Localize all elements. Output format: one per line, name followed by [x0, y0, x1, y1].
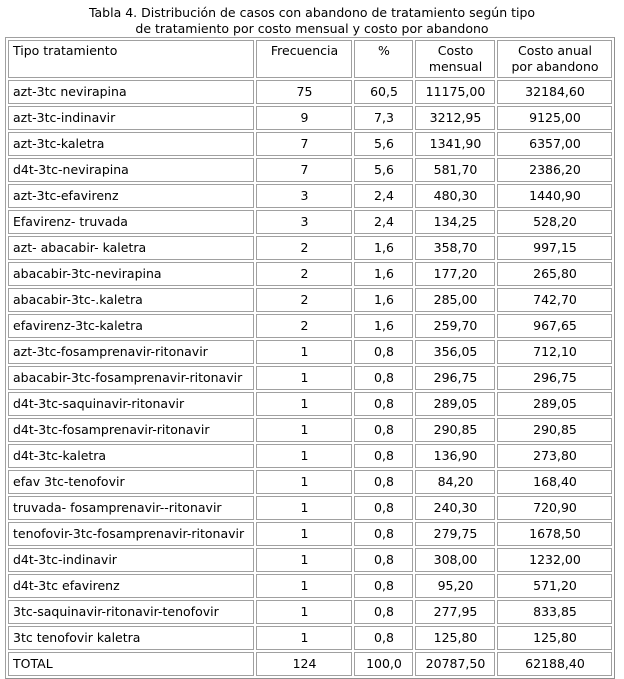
cell-tipo: d4t-3tc-indinavir	[8, 548, 254, 572]
cell-frecuencia: 1	[256, 340, 352, 364]
table-row	[8, 314, 612, 338]
table-row	[8, 366, 612, 390]
cell-costo-mensual: 290,85	[415, 418, 495, 442]
cell-pct: 5,6	[354, 132, 413, 156]
table-row	[8, 158, 612, 182]
cell-costo-mensual: 136,90	[415, 444, 495, 468]
table-caption	[0, 5, 624, 37]
cell-frecuencia: 1	[256, 522, 352, 546]
cell-pct: 0,8	[354, 522, 413, 546]
cell-costo-anual: 32184,60	[497, 80, 612, 104]
total-costo-anual: 62188,40	[497, 652, 612, 676]
cell-pct: 5,6	[354, 158, 413, 182]
abandonment-table	[5, 37, 615, 679]
cell-costo-mensual: 356,05	[415, 340, 495, 364]
cell-costo-mensual: 277,95	[415, 600, 495, 624]
cell-frecuencia: 1	[256, 418, 352, 442]
cell-pct: 0,8	[354, 574, 413, 598]
cell-tipo: d4t-3tc-kaletra	[8, 444, 254, 468]
cell-costo-anual: 9125,00	[497, 106, 612, 130]
cell-costo-anual: 1232,00	[497, 548, 612, 572]
cell-pct: 0,8	[354, 366, 413, 390]
cell-costo-mensual: 358,70	[415, 236, 495, 260]
table-row	[8, 262, 612, 286]
cell-costo-anual: 290,85	[497, 418, 612, 442]
header-pct: %	[354, 40, 413, 78]
table-row	[8, 184, 612, 208]
cell-costo-mensual: 285,00	[415, 288, 495, 312]
cell-tipo: azt-3tc-efavirenz	[8, 184, 254, 208]
cell-pct: 0,8	[354, 548, 413, 572]
table-row	[8, 80, 612, 104]
cell-costo-mensual: 1341,90	[415, 132, 495, 156]
cell-costo-anual: 712,10	[497, 340, 612, 364]
header-row	[8, 40, 612, 78]
cell-costo-anual: 273,80	[497, 444, 612, 468]
cell-costo-mensual: 480,30	[415, 184, 495, 208]
total-costo-mensual: 20787,50	[415, 652, 495, 676]
cell-costo-anual: 967,65	[497, 314, 612, 338]
table-row	[8, 600, 612, 624]
total-tipo: TOTAL	[8, 652, 254, 676]
header-costo-anual: Costo anual por abandono	[497, 40, 612, 78]
cell-costo-mensual: 84,20	[415, 470, 495, 494]
cell-pct: 2,4	[354, 210, 413, 234]
cell-pct: 2,4	[354, 184, 413, 208]
cell-tipo: truvada- fosamprenavir--ritonavir	[8, 496, 254, 520]
table-row	[8, 496, 612, 520]
cell-frecuencia: 7	[256, 132, 352, 156]
cell-costo-mensual: 134,25	[415, 210, 495, 234]
table-row	[8, 444, 612, 468]
table-row	[8, 574, 612, 598]
table-row	[8, 288, 612, 312]
cell-tipo: d4t-3tc efavirenz	[8, 574, 254, 598]
header-frecuencia: Frecuencia	[256, 40, 352, 78]
cell-frecuencia: 1	[256, 444, 352, 468]
cell-tipo: azt-3tc nevirapina	[8, 80, 254, 104]
cell-pct: 0,8	[354, 392, 413, 416]
cell-tipo: 3tc tenofovir kaletra	[8, 626, 254, 650]
total-frecuencia: 124	[256, 652, 352, 676]
cell-frecuencia: 3	[256, 184, 352, 208]
table-row	[8, 626, 612, 650]
cell-costo-mensual: 240,30	[415, 496, 495, 520]
cell-frecuencia: 9	[256, 106, 352, 130]
cell-pct: 0,8	[354, 444, 413, 468]
cell-tipo: abacabir-3tc-nevirapina	[8, 262, 254, 286]
cell-costo-mensual: 3212,95	[415, 106, 495, 130]
cell-frecuencia: 2	[256, 314, 352, 338]
cell-pct: 1,6	[354, 314, 413, 338]
cell-costo-anual: 742,70	[497, 288, 612, 312]
cell-tipo: efav 3tc-tenofovir	[8, 470, 254, 494]
cell-costo-mensual: 95,20	[415, 574, 495, 598]
cell-frecuencia: 1	[256, 600, 352, 624]
cell-costo-mensual: 259,70	[415, 314, 495, 338]
cell-frecuencia: 1	[256, 626, 352, 650]
cell-costo-mensual: 125,80	[415, 626, 495, 650]
cell-costo-mensual: 308,00	[415, 548, 495, 572]
table-row	[8, 210, 612, 234]
cell-frecuencia: 7	[256, 158, 352, 182]
cell-tipo: azt-3tc-indinavir	[8, 106, 254, 130]
cell-costo-mensual: 177,20	[415, 262, 495, 286]
table-row	[8, 132, 612, 156]
cell-costo-anual: 168,40	[497, 470, 612, 494]
cell-frecuencia: 1	[256, 366, 352, 390]
table-row	[8, 392, 612, 416]
cell-costo-anual: 1678,50	[497, 522, 612, 546]
cell-costo-anual: 1440,90	[497, 184, 612, 208]
caption-line-1: Tabla 4. Distribución de casos con abandono de tratamiento según tipo	[88, 5, 536, 20]
cell-costo-anual: 720,90	[497, 496, 612, 520]
cell-tipo: azt-3tc-kaletra	[8, 132, 254, 156]
cell-costo-anual: 528,20	[497, 210, 612, 234]
cell-frecuencia: 75	[256, 80, 352, 104]
cell-tipo: d4t-3tc-saquinavir-ritonavir	[8, 392, 254, 416]
cell-tipo: abacabir-3tc-fosamprenavir-ritonavir	[8, 366, 254, 390]
cell-tipo: azt-3tc-fosamprenavir-ritonavir	[8, 340, 254, 364]
table-row	[8, 106, 612, 130]
cell-pct: 1,6	[354, 236, 413, 260]
header-costo-mensual: Costo mensual	[415, 40, 495, 78]
cell-costo-mensual: 581,70	[415, 158, 495, 182]
table-row	[8, 470, 612, 494]
cell-frecuencia: 2	[256, 262, 352, 286]
cell-costo-mensual: 279,75	[415, 522, 495, 546]
cell-costo-anual: 125,80	[497, 626, 612, 650]
cell-costo-anual: 997,15	[497, 236, 612, 260]
cell-tipo: abacabir-3tc-.kaletra	[8, 288, 254, 312]
cell-frecuencia: 1	[256, 548, 352, 572]
cell-frecuencia: 2	[256, 288, 352, 312]
table-row	[8, 548, 612, 572]
cell-tipo: efavirenz-3tc-kaletra	[8, 314, 254, 338]
cell-pct: 1,6	[354, 288, 413, 312]
cell-costo-anual: 571,20	[497, 574, 612, 598]
caption-line-2: de tratamiento por costo mensual y costo por abandono	[135, 21, 489, 36]
table-row	[8, 340, 612, 364]
cell-pct: 0,8	[354, 418, 413, 442]
cell-frecuencia: 1	[256, 496, 352, 520]
cell-costo-anual: 296,75	[497, 366, 612, 390]
cell-tipo: 3tc-saquinavir-ritonavir-tenofovir	[8, 600, 254, 624]
total-pct: 100,0	[354, 652, 413, 676]
cell-costo-anual: 2386,20	[497, 158, 612, 182]
cell-tipo: azt- abacabir- kaletra	[8, 236, 254, 260]
table-row	[8, 522, 612, 546]
cell-tipo: d4t-3tc-nevirapina	[8, 158, 254, 182]
cell-costo-anual: 833,85	[497, 600, 612, 624]
cell-pct: 60,5	[354, 80, 413, 104]
cell-costo-mensual: 296,75	[415, 366, 495, 390]
cell-tipo: tenofovir-3tc-fosamprenavir-ritonavir	[8, 522, 254, 546]
cell-costo-anual: 289,05	[497, 392, 612, 416]
cell-tipo: Efavirenz- truvada	[8, 210, 254, 234]
cell-pct: 0,8	[354, 626, 413, 650]
cell-frecuencia: 2	[256, 236, 352, 260]
table-row	[8, 418, 612, 442]
table-row	[8, 236, 612, 260]
cell-costo-mensual: 289,05	[415, 392, 495, 416]
cell-pct: 7,3	[354, 106, 413, 130]
cell-pct: 0,8	[354, 340, 413, 364]
cell-costo-anual: 265,80	[497, 262, 612, 286]
cell-pct: 0,8	[354, 470, 413, 494]
cell-pct: 0,8	[354, 496, 413, 520]
cell-frecuencia: 3	[256, 210, 352, 234]
cell-costo-mensual: 11175,00	[415, 80, 495, 104]
header-tipo: Tipo tratamiento	[8, 40, 254, 78]
cell-pct: 0,8	[354, 600, 413, 624]
cell-costo-anual: 6357,00	[497, 132, 612, 156]
total-row	[8, 652, 612, 676]
cell-frecuencia: 1	[256, 470, 352, 494]
cell-frecuencia: 1	[256, 574, 352, 598]
cell-tipo: d4t-3tc-fosamprenavir-ritonavir	[8, 418, 254, 442]
cell-frecuencia: 1	[256, 392, 352, 416]
cell-pct: 1,6	[354, 262, 413, 286]
